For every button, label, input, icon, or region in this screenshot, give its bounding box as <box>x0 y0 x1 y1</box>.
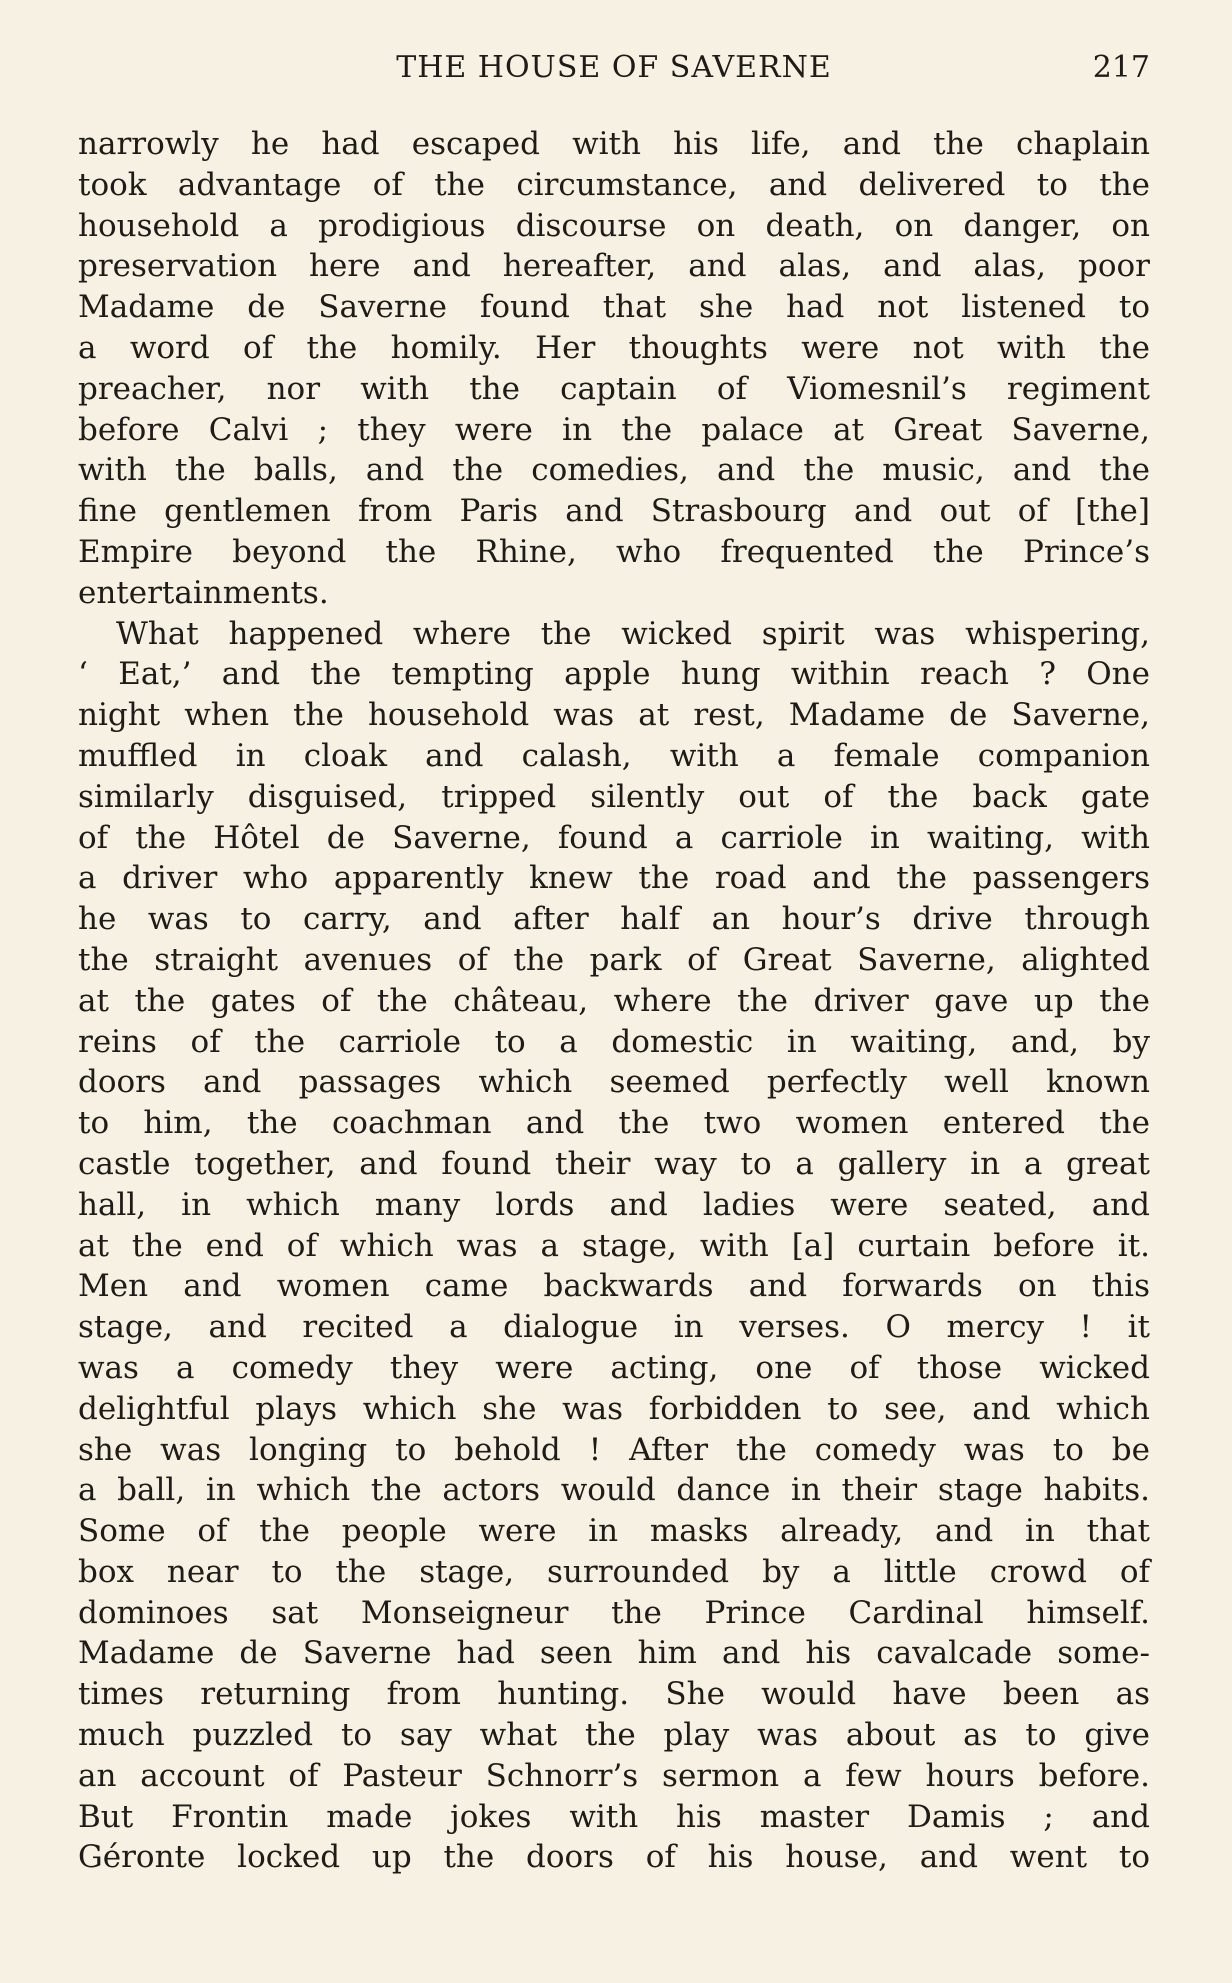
text-line: doors and passages which seemed perfectly well known <box>78 1064 1150 1101</box>
body-text <box>78 124 1150 1878</box>
text-line: entertainments. <box>78 574 329 611</box>
text-line: muffled in cloak and calash, with a female companion <box>78 737 1150 774</box>
text-line: at the end of which was a stage, with [a] curtain before it. <box>78 1227 1150 1264</box>
text-line: of the Hôtel de Saverne, found a carriole in waiting, with <box>78 819 1150 856</box>
text-line: Madame de Saverne had seen him and his cavalcade some- <box>78 1635 1150 1672</box>
text-line: Madame de Saverne found that she had not listened to <box>78 289 1150 326</box>
text-line: with the balls, and the comedies, and the music, and the <box>78 452 1150 489</box>
text-line: an account of Pasteur Schnorr’s sermon a few hours before. <box>78 1757 1150 1794</box>
text-line: took advantage of the circumstance, and delivered to the <box>78 166 1150 203</box>
running-head <box>78 46 1150 90</box>
text-line: castle together, and found their way to a gallery in a great <box>78 1145 1150 1182</box>
text-line: at the gates of the château, where the driver gave up the <box>78 982 1150 1019</box>
text-line: box near to the stage, surrounded by a little crowd of <box>78 1553 1150 1590</box>
text-line: dominoes sat Monseigneur the Prince Cardinal himself. <box>78 1594 1150 1631</box>
text-line: much puzzled to say what the play was about as to give <box>78 1717 1150 1754</box>
text-line: stage, and recited a dialogue in verses. O mercy ! it <box>78 1309 1150 1346</box>
text-line: was a comedy they were acting, one of those wicked <box>78 1349 1150 1386</box>
page-number: 217 <box>1092 50 1150 85</box>
text-line: a ball, in which the actors would dance in their stage habits. <box>78 1472 1150 1509</box>
text-line: Empire beyond the Rhine, who frequented the Prince’s <box>78 533 1150 570</box>
text-line: to him, the coachman and the two women entered the <box>78 1105 1150 1142</box>
text-line: household a prodigious discourse on death, on danger, on <box>78 207 1150 244</box>
text-line: fine gentlemen from Paris and Strasbourg and out of [the] <box>78 493 1150 530</box>
text-line: similarly disguised, tripped silently out of the back gate <box>78 778 1150 815</box>
text-line: the straight avenues of the park of Great Saverne, alighted <box>78 941 1150 978</box>
text-line: narrowly he had escaped with his life, and the chaplain <box>78 126 1150 162</box>
text-line: hall, in which many lords and ladies were seated, and <box>78 1186 1150 1223</box>
text-line: Géronte locked up the doors of his house, and went to <box>78 1839 1150 1876</box>
text-line: before Calvi ; they were in the palace at Great Saverne, <box>78 411 1150 448</box>
text-line: ‘ Eat,’ and the tempting apple hung within reach ? One <box>78 656 1150 693</box>
text-line: reins of the carriole to a domestic in waiting, and, by <box>78 1023 1150 1060</box>
text-line: Some of the people were in masks already, and in that <box>78 1513 1150 1550</box>
text-line: a word of the homily. Her thoughts were not with the <box>78 329 1150 366</box>
text-line: times returning from hunting. She would have been as <box>78 1676 1150 1713</box>
text-line: Men and women came backwards and forwards on this <box>78 1268 1150 1305</box>
text-line: But Frontin made jokes with his master Damis ; and <box>78 1798 1150 1835</box>
text-line: night when the household was at rest, Madame de Saverne, <box>78 697 1150 734</box>
text-line: delightful plays which she was forbidden to see, and which <box>78 1390 1150 1427</box>
running-title: THE HOUSE OF SAVERNE <box>396 50 832 85</box>
text-line: preservation here and hereafter, and alas, and alas, poor <box>78 248 1150 285</box>
text-line: she was longing to behold ! After the comedy was to be <box>78 1431 1150 1468</box>
text-line: a driver who apparently knew the road and the passengers <box>78 860 1150 897</box>
text-line: What happened where the wicked spirit was whispering, <box>116 615 1150 652</box>
text-line: preacher, nor with the captain of Viomesnil’s regiment <box>78 370 1150 407</box>
text-line: he was to carry, and after half an hour’s drive through <box>78 901 1150 938</box>
